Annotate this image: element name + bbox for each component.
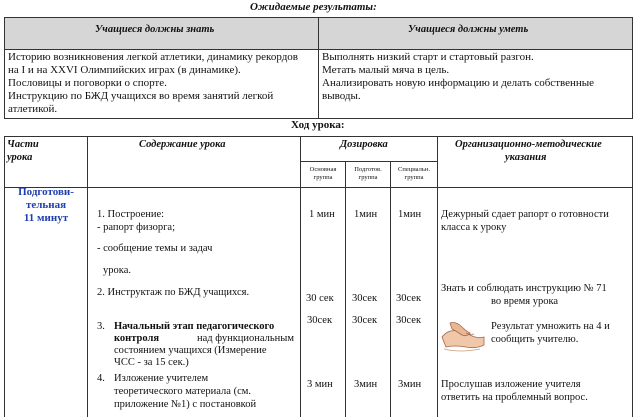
org-note: класса к уроку: [441, 222, 507, 233]
dosage-main-2: 30 сек: [306, 293, 334, 304]
know-line: Инструкцию по БЖД учащихся во время занятий легкой: [8, 90, 274, 102]
content-item-3-num: 3.: [97, 321, 105, 332]
lesson-title: Ход урока:: [291, 119, 345, 131]
org-note: ответить на проблемный вопрос.: [441, 392, 588, 403]
content-item-1b: - сообщение темы и задач: [97, 243, 213, 254]
expected-results-title: Ожидаемые результаты:: [250, 1, 377, 13]
content-item-3-line4: ЧСС - за 15 сек.): [114, 357, 189, 368]
dosage-main-1: 1 мин: [309, 209, 335, 220]
dosage-special-1: 1мин: [398, 209, 422, 220]
dosage-special-2: 30сек: [396, 293, 422, 304]
content-item-4-line1: Изложение учителем: [114, 373, 209, 384]
org-note: Знать и соблюдать инструкцию № 71: [441, 283, 607, 294]
dosage-main-4: 3 мин: [307, 379, 333, 390]
know-line: на I и на XXVI Олимпийских играх (в динамике).: [8, 64, 241, 76]
content-item-3-line2: контроля над функциональным: [114, 333, 294, 344]
dosage-special-3: 30сек: [396, 315, 422, 326]
do-line: Выполнять низкий старт и стартовый разгон.: [322, 51, 534, 63]
col-org-header: указания: [505, 152, 547, 163]
dosage-main-3: 30сек: [307, 315, 333, 326]
col-dosage-header: Дозировка: [340, 139, 388, 150]
content-item-4-line2: теоретического материала (см.: [114, 386, 252, 397]
content-item-4-line3: приложение №1) с постановкой: [114, 399, 257, 410]
content-item-2: 2. Инструктаж по БЖД учащихся.: [97, 287, 250, 298]
dosage-prep-2: 30сек: [352, 293, 378, 304]
content-item-3-title: Начальный этап педагогического: [114, 321, 275, 332]
col-parts-header: Части: [7, 139, 39, 150]
group-header-prep: Подготов. группа: [354, 166, 382, 181]
content-item-3-line3: состоянием учащихся (Измерение: [114, 345, 267, 356]
content-item-4-num: 4.: [97, 373, 105, 384]
pulse-measure-icon: [440, 315, 486, 355]
dosage-prep-3: 30сек: [352, 315, 378, 326]
do-line: выводы.: [322, 90, 361, 102]
content-item-1c: урока.: [103, 265, 131, 276]
group-header-main: Основная группа: [309, 166, 337, 181]
col-content-header: Содержание урока: [139, 139, 226, 150]
do-line: Метать малый мяча в цель.: [322, 64, 450, 76]
col-parts-header: урока: [7, 152, 33, 163]
content-item-1: 1. Построение:: [97, 209, 165, 220]
know-line: Историю возникновения легкой атлетики, динамику рекордов: [8, 51, 298, 63]
know-header: Учащиеся должны знать: [95, 24, 215, 35]
dosage-prep-1: 1мин: [354, 209, 378, 220]
do-line: Анализировать новую информацию и делать собственные: [322, 77, 595, 89]
dosage-special-4: 3мин: [398, 379, 422, 390]
org-note: во время урока: [491, 296, 559, 307]
part-name: Подготови- тельная 11 минут: [18, 186, 74, 224]
content-item-1a: - рапорт физорга;: [97, 222, 175, 233]
org-note: сообщить учителю.: [491, 334, 579, 345]
org-note: Дежурный сдает рапорт о готовности: [441, 209, 609, 220]
group-header-special: Специальн. группа: [398, 166, 430, 181]
col-org-header: Организационно-методические: [455, 139, 602, 150]
know-line: атлетикой.: [8, 103, 58, 115]
do-header: Учащиеся должны уметь: [408, 24, 529, 35]
know-line: Пословицы и поговорки о спорте.: [8, 77, 167, 89]
org-note: Результат умножить на 4 и: [491, 321, 610, 332]
org-note: Прослушав изложение учителя: [441, 379, 581, 390]
dosage-prep-4: 3мин: [354, 379, 378, 390]
